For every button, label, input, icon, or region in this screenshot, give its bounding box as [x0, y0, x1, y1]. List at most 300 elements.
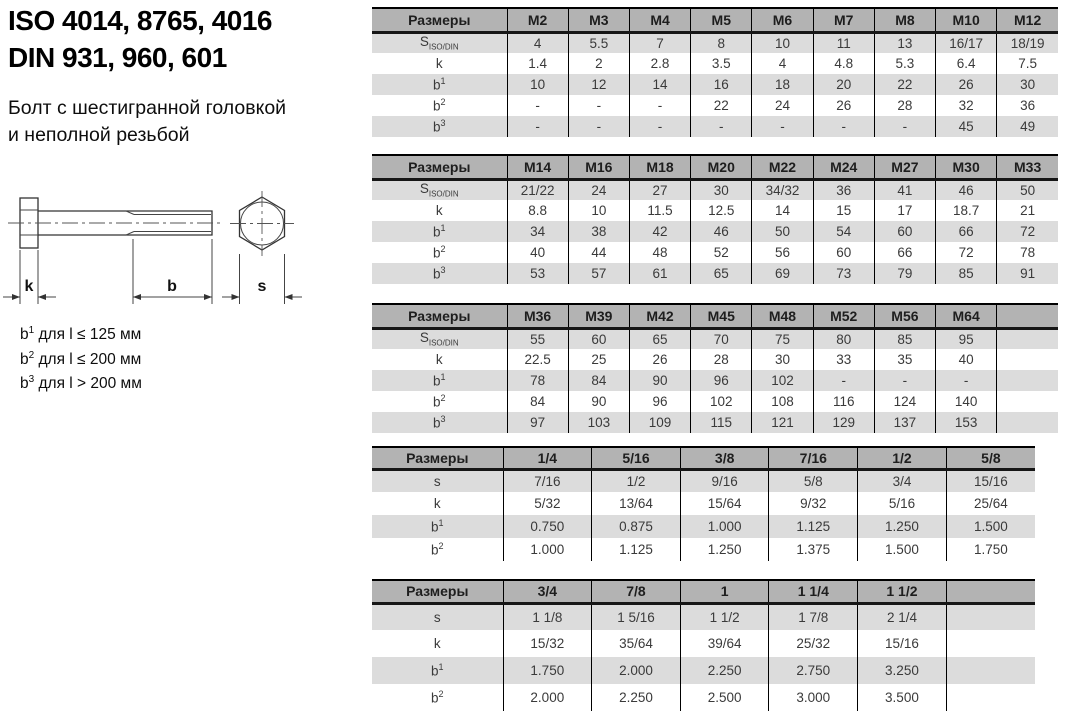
dim-label-b: b [167, 278, 177, 295]
value-cell: - [568, 95, 629, 116]
row-label: k [372, 53, 507, 74]
value-cell: 65 [691, 263, 752, 284]
value-cell: 16 [691, 74, 752, 95]
value-cell: - [507, 95, 568, 116]
value-cell: 0.750 [503, 515, 592, 538]
footnote-line: $b^2$ для l ≤ 200 мм [20, 349, 142, 368]
size-column-header: 3/4 [503, 580, 592, 603]
value-cell: 3/4 [858, 469, 947, 492]
size-column-header: M7 [813, 8, 874, 32]
value-cell: 49 [997, 116, 1058, 137]
value-cell: 96 [629, 391, 690, 412]
value-cell [997, 349, 1058, 370]
value-cell: 73 [813, 263, 874, 284]
value-cell: 2.8 [629, 53, 690, 74]
value-cell: 36 [813, 179, 874, 200]
value-cell: 102 [691, 391, 752, 412]
value-cell: 140 [936, 391, 997, 412]
value-cell: 78 [507, 370, 568, 391]
value-cell: 30 [997, 74, 1058, 95]
row-label: s [372, 469, 503, 492]
value-cell: 40 [936, 349, 997, 370]
table-row [372, 328, 1058, 349]
value-cell: - [813, 116, 874, 137]
table-row [372, 200, 1058, 221]
value-cell: 16/17 [936, 32, 997, 53]
value-cell: 39/64 [680, 630, 769, 657]
table-row [372, 179, 1058, 200]
value-cell: 7/16 [503, 469, 592, 492]
value-cell: 42 [629, 221, 690, 242]
row-label: $b^2$ [372, 391, 507, 412]
size-column-header: 5/8 [946, 447, 1035, 469]
value-cell: 15/16 [946, 469, 1035, 492]
value-cell: 52 [691, 242, 752, 263]
table-row [372, 53, 1058, 74]
value-cell: 36 [1020, 98, 1036, 113]
size-column-header: M6 [752, 8, 813, 32]
value-cell: 6.4 [936, 53, 997, 74]
value-cell: 3.250 [858, 657, 947, 684]
value-cell: 13 [874, 32, 935, 53]
row-label: $S_{ISO/DIN}$ [372, 32, 507, 53]
value-cell: 28 [691, 349, 752, 370]
value-cell: 4 [507, 32, 568, 53]
value-cell: 10 [568, 200, 629, 221]
value-cell: 137 [874, 412, 935, 433]
value-cell: 33 [813, 349, 874, 370]
value-cell: 90 [568, 391, 629, 412]
row-label: $b^3$ [372, 116, 507, 137]
size-column-header: M39 [568, 304, 629, 328]
value-cell: - [568, 116, 629, 137]
row-label: k [372, 349, 507, 370]
description-line-2: и неполной резьбой [8, 124, 190, 146]
value-cell: 1.750 [973, 542, 1008, 557]
iso-standards-line: ISO 4014, 8765, 4016 [8, 5, 272, 36]
table-row [372, 370, 1058, 391]
value-cell: 1.125 [592, 538, 681, 561]
table-row [372, 412, 1058, 433]
size-column-header: M22 [752, 155, 813, 179]
value-cell: 2.750 [769, 657, 858, 684]
row-label: $b^2$ [372, 684, 503, 711]
value-cell: 46 [936, 179, 997, 200]
value-cell: 129 [813, 412, 874, 433]
value-cell: 4 [752, 53, 813, 74]
row-label: $b^2$ [372, 95, 507, 116]
value-cell: 15/32 [503, 630, 592, 657]
value-cell: 25/64 [973, 496, 1008, 511]
value-cell: 25 [568, 349, 629, 370]
table-row [372, 538, 1035, 561]
product-description [8, 95, 286, 149]
value-cell: 34 [507, 221, 568, 242]
size-column-header: M33 [997, 155, 1058, 179]
size-column-header: M42 [629, 304, 690, 328]
row-label: k [372, 630, 503, 657]
value-cell: 5/8 [769, 469, 858, 492]
value-cell: 22.5 [507, 349, 568, 370]
value-cell: 17 [874, 200, 935, 221]
empty-column-header [946, 580, 1035, 603]
value-cell: 10 [752, 32, 813, 53]
value-cell: 12 [568, 74, 629, 95]
value-cell [946, 630, 1035, 657]
table-row [372, 95, 1058, 116]
table-row [372, 74, 1058, 95]
value-cell: 1.375 [769, 538, 858, 561]
value-cell: 5/32 [503, 492, 592, 515]
table-row [372, 391, 1058, 412]
value-cell [946, 684, 1035, 711]
value-cell: 3.000 [769, 684, 858, 711]
size-column-header: M48 [752, 304, 813, 328]
value-cell: 90 [629, 370, 690, 391]
row-label: $b^3$ [372, 412, 507, 433]
table-row [372, 116, 1058, 137]
size-column-header: M14 [507, 155, 568, 179]
value-cell: 1 7/8 [769, 603, 858, 630]
value-cell: 7 [629, 32, 690, 53]
value-cell: 27 [629, 179, 690, 200]
value-cell: 50 [752, 221, 813, 242]
empty-column-header [997, 304, 1058, 328]
value-cell: 24 [752, 95, 813, 116]
table-row [372, 263, 1058, 284]
row-label: $b^3$ [372, 263, 507, 284]
size-column-header: M2 [507, 8, 568, 32]
value-cell: 2.000 [503, 684, 592, 711]
size-column-header: 1/2 [858, 447, 947, 469]
value-cell: 2.500 [680, 684, 769, 711]
size-column-header: M4 [629, 8, 690, 32]
value-cell: 80 [813, 328, 874, 349]
value-cell: - [691, 116, 752, 137]
table-row [372, 32, 1058, 53]
value-cell: 1.250 [858, 515, 947, 538]
size-column-header: 7/16 [769, 447, 858, 469]
value-cell: 79 [874, 263, 935, 284]
value-cell: 1.750 [503, 657, 592, 684]
description-line-1: Болт с шестигранной головкой [8, 97, 287, 119]
value-cell: 38 [568, 221, 629, 242]
metric-table-m14-m33 [372, 154, 1058, 284]
value-cell: 124 [874, 391, 935, 412]
size-column-header: M3 [568, 8, 629, 32]
value-cell: - [813, 370, 874, 391]
value-cell: - [629, 95, 690, 116]
value-cell [997, 328, 1058, 349]
value-cell: 8.8 [507, 200, 568, 221]
row-label: $S_{ISO/DIN}$ [372, 179, 507, 200]
value-cell: 91 [997, 263, 1058, 284]
value-cell: 66 [936, 221, 997, 242]
value-cell: 1.500 [946, 515, 1035, 538]
value-cell: 4.8 [813, 53, 874, 74]
value-cell: 32 [936, 95, 997, 116]
standards-title [8, 2, 272, 76]
value-cell: 15 [813, 200, 874, 221]
value-cell: 54 [813, 221, 874, 242]
value-cell: 9/16 [680, 469, 769, 492]
value-cell: 85 [936, 263, 997, 284]
value-cell: 25/32 [769, 630, 858, 657]
value-cell: 108 [752, 391, 813, 412]
value-cell: 44 [568, 242, 629, 263]
value-cell: 72 [997, 221, 1058, 242]
value-cell: 70 [691, 328, 752, 349]
value-cell: 21 [1020, 203, 1036, 218]
table-row [372, 603, 1035, 630]
size-column-header: M52 [813, 304, 874, 328]
footnote-line: $b^1$ для l ≤ 125 мм [20, 325, 142, 344]
value-cell [946, 657, 1035, 684]
value-cell: 35/64 [592, 630, 681, 657]
row-label: $b^1$ [372, 515, 503, 538]
table-header-row [372, 580, 1035, 603]
size-column-header: M56 [874, 304, 935, 328]
value-cell: 97 [507, 412, 568, 433]
size-column-header: M64 [936, 304, 997, 328]
row-label-header: Размеры [372, 447, 503, 469]
value-cell: 3.500 [858, 684, 947, 711]
table-row [372, 221, 1058, 242]
imperial-table-1-4-to-5-8 [372, 446, 1035, 561]
value-cell: 18/19 [997, 32, 1058, 53]
row-label-header: Размеры [372, 580, 503, 603]
dimension-b [133, 239, 212, 304]
value-cell: 95 [936, 328, 997, 349]
value-cell: 30 [752, 349, 813, 370]
row-label: s [372, 603, 503, 630]
table-row [372, 469, 1035, 492]
value-cell: 20 [813, 74, 874, 95]
table-header-row [372, 8, 1058, 32]
value-cell: 5.5 [568, 32, 629, 53]
value-cell: - [752, 116, 813, 137]
footnote-line: $b^3$ для l > 200 мм [20, 374, 142, 393]
value-cell: 34/32 [752, 179, 813, 200]
size-column-header: M30 [936, 155, 997, 179]
value-cell: 103 [568, 412, 629, 433]
value-cell: 5.3 [874, 53, 935, 74]
dim-label-s: s [257, 278, 267, 295]
metric-table-m2-m12 [372, 7, 1058, 137]
value-cell: 61 [629, 263, 690, 284]
value-cell [997, 391, 1058, 412]
value-cell: 84 [568, 370, 629, 391]
size-column-header: M20 [691, 155, 752, 179]
size-column-header: 5/16 [592, 447, 681, 469]
value-cell: 75 [752, 328, 813, 349]
value-cell: 22 [874, 74, 935, 95]
value-cell: 96 [691, 370, 752, 391]
value-cell: 12.5 [691, 200, 752, 221]
value-cell: 3.5 [691, 53, 752, 74]
value-cell [997, 412, 1058, 433]
value-cell: 5/16 [858, 492, 947, 515]
value-cell: 18 [752, 74, 813, 95]
value-cell: 1.000 [503, 538, 592, 561]
value-cell: 40 [507, 242, 568, 263]
value-cell: 1.250 [680, 538, 769, 561]
value-cell: 1.4 [507, 53, 568, 74]
value-cell: 35 [874, 349, 935, 370]
table-row [372, 349, 1058, 370]
dim-label-k: k [24, 278, 34, 295]
bolt-drawing [0, 188, 340, 320]
value-cell: 115 [691, 412, 752, 433]
value-cell: 78 [1020, 245, 1036, 260]
value-cell: 2 [568, 53, 629, 74]
value-cell: - [629, 116, 690, 137]
size-column-header: M10 [936, 8, 997, 32]
metric-table-m36-m64 [372, 303, 1058, 433]
row-label-header: Размеры [372, 304, 507, 328]
row-label: $b^1$ [372, 657, 503, 684]
value-cell: 13/64 [592, 492, 681, 515]
value-cell: 102 [752, 370, 813, 391]
value-cell: 28 [874, 95, 935, 116]
value-cell: 84 [507, 391, 568, 412]
value-cell: 2.250 [592, 684, 681, 711]
value-cell: 1 1/2 [680, 603, 769, 630]
value-cell: 18.7 [936, 200, 997, 221]
size-column-header: M27 [874, 155, 935, 179]
table-row [372, 242, 1058, 263]
value-cell: - [936, 370, 997, 391]
value-cell: 26 [813, 95, 874, 116]
table-row [372, 684, 1035, 711]
value-cell: 22 [691, 95, 752, 116]
value-cell: 121 [752, 412, 813, 433]
size-column-header: 7/8 [592, 580, 681, 603]
value-cell: 30 [691, 179, 752, 200]
thread-length-footnotes [20, 321, 142, 395]
value-cell: 1 1/8 [503, 603, 592, 630]
value-cell: 45 [936, 116, 997, 137]
table-row [372, 657, 1035, 684]
value-cell: 11 [813, 32, 874, 53]
table-row [372, 630, 1035, 657]
value-cell: 1.125 [769, 515, 858, 538]
row-label-header: Размеры [372, 8, 507, 32]
bolt-head-end-view [230, 191, 294, 256]
value-cell: 2 1/4 [858, 603, 947, 630]
row-label: $b^2$ [372, 538, 503, 561]
value-cell: 7.5 [1018, 56, 1038, 71]
size-column-header: M8 [874, 8, 935, 32]
value-cell: 10 [507, 74, 568, 95]
value-cell: 109 [629, 412, 690, 433]
value-cell: 2.000 [592, 657, 681, 684]
value-cell: 57 [568, 263, 629, 284]
value-cell: 2.250 [680, 657, 769, 684]
row-label: $S_{ISO/DIN}$ [372, 328, 507, 349]
value-cell: - [874, 370, 935, 391]
value-cell [997, 370, 1058, 391]
table-header-row [372, 304, 1058, 328]
size-column-header: M16 [568, 155, 629, 179]
row-label: $b^2$ [372, 242, 507, 263]
value-cell: 85 [874, 328, 935, 349]
value-cell: 26 [629, 349, 690, 370]
dimension-s [222, 254, 302, 304]
value-cell: 41 [874, 179, 935, 200]
value-cell: 60 [813, 242, 874, 263]
value-cell: - [874, 116, 935, 137]
value-cell: 1.500 [858, 538, 947, 561]
size-column-header: 1 [680, 580, 769, 603]
value-cell: 66 [874, 242, 935, 263]
value-cell: 24 [568, 179, 629, 200]
size-column-header: M12 [997, 8, 1058, 32]
size-column-header: M45 [691, 304, 752, 328]
value-cell: 153 [936, 412, 997, 433]
value-cell: 0.875 [592, 515, 681, 538]
table-header-row [372, 447, 1035, 469]
value-cell: 65 [629, 328, 690, 349]
value-cell: 55 [507, 328, 568, 349]
dimension-k [3, 250, 56, 304]
size-column-header: 1/4 [503, 447, 592, 469]
value-cell: 1/2 [592, 469, 681, 492]
size-column-header: 3/8 [680, 447, 769, 469]
row-label: k [372, 492, 503, 515]
table-row [372, 515, 1035, 538]
value-cell: 48 [629, 242, 690, 263]
value-cell: 56 [752, 242, 813, 263]
value-cell: 21/22 [507, 179, 568, 200]
value-cell: 116 [813, 391, 874, 412]
value-cell: 60 [874, 221, 935, 242]
row-label: $b^1$ [372, 74, 507, 95]
din-standards-line: DIN 931, 960, 601 [8, 42, 227, 73]
value-cell: 1.000 [680, 515, 769, 538]
row-label: $b^1$ [372, 221, 507, 242]
value-cell: - [507, 116, 568, 137]
value-cell [946, 603, 1035, 630]
value-cell: 26 [936, 74, 997, 95]
imperial-table-3-4-to-1-1-2 [372, 579, 1035, 711]
value-cell: 15/64 [680, 492, 769, 515]
table-row [372, 492, 1035, 515]
size-column-header: 1 1/4 [769, 580, 858, 603]
value-cell: 72 [936, 242, 997, 263]
value-cell: 69 [752, 263, 813, 284]
size-column-header: M18 [629, 155, 690, 179]
value-cell: 14 [752, 200, 813, 221]
value-cell: 1 5/16 [592, 603, 681, 630]
value-cell: 14 [629, 74, 690, 95]
row-label: $b^1$ [372, 370, 507, 391]
value-cell: 11.5 [629, 200, 690, 221]
value-cell: 8 [691, 32, 752, 53]
table-header-row [372, 155, 1058, 179]
row-label: k [372, 200, 507, 221]
size-column-header: M36 [507, 304, 568, 328]
size-column-header: 1 1/2 [858, 580, 947, 603]
value-cell: 53 [507, 263, 568, 284]
value-cell: 60 [568, 328, 629, 349]
size-column-header: M5 [691, 8, 752, 32]
value-cell: 9/32 [769, 492, 858, 515]
row-label-header: Размеры [372, 155, 507, 179]
size-column-header: M24 [813, 155, 874, 179]
value-cell: 15/16 [858, 630, 947, 657]
value-cell: 46 [691, 221, 752, 242]
